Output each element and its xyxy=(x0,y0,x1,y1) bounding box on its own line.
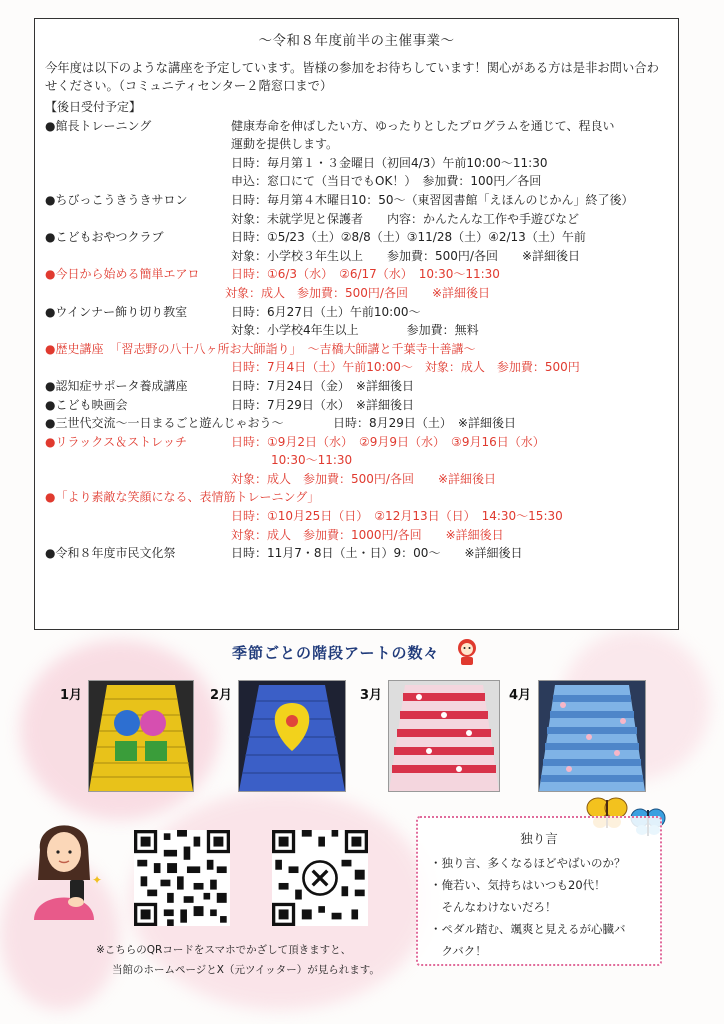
stairs-photo-mar xyxy=(388,680,500,792)
qr-note xyxy=(96,940,380,980)
stairs-section-title: 季節ごとの階段アートの数々 xyxy=(232,644,440,662)
stairs-label-mar: 3月 xyxy=(360,688,383,703)
event-row: 対象：成人 参加費：500円/各回 ※詳細後日 xyxy=(231,471,497,486)
event-row: 対象：成人 参加費：500円/各回 ※詳細後日 xyxy=(225,285,491,300)
monologue-line: そんなわけないだろ！ xyxy=(430,900,557,914)
stairs-photo-jan xyxy=(88,680,194,792)
stairs-label-feb: 2月 xyxy=(210,688,233,703)
event-row: 対象：未就学児と保護者 内容：かんたんな工作や手遊びなど xyxy=(231,211,580,226)
page-title: ～令和８年度前半の主催事業～ xyxy=(258,33,455,49)
monologue-line: ・俺若い、気持ちはいつも20代！ xyxy=(430,878,606,892)
monologue-title: 独り言 xyxy=(520,831,558,846)
event-row: ●ウインナー飾り切り教室 日時：6月27日（土）午前10:00～ xyxy=(45,304,421,319)
event-row: ●「より素敵な笑顔になる、表情筋トレーニング」 xyxy=(45,490,320,505)
event-row: ●令和８年度市民文化祭 日時：11月7・8日（土・日）9：00～ ※詳細後日 xyxy=(45,546,523,561)
stairs-label-apr: 4月 xyxy=(509,688,532,703)
monologue-line: ・ペダル踏む、颯爽と見えるが心臓バ xyxy=(430,922,626,936)
event-row: ●今日から始める簡単エアロ 日時：①6/3（水） ②6/17（水） 10:30～11:30 xyxy=(45,267,500,282)
stairs-photo-feb xyxy=(238,680,346,792)
event-row: 対象：成人 参加費：1000円/各回 ※詳細後日 xyxy=(231,527,504,542)
intro-text: 今年度は以下のような講座を予定しています。皆様の参加をお待ちしています！関心がある方は是非お問い合わせください。（コミュニティセンター２階窓口まで） xyxy=(45,61,659,93)
event-schedule-box xyxy=(34,18,679,630)
event-row: ●こどもおやつクラブ 日時：①5/23（土）②8/8（土）③11/28（土）④2/13（土）午前 xyxy=(45,230,586,245)
event-row: 日時：毎月第１・３金曜日（初回4/3）午前10:00～11:30 xyxy=(231,155,548,170)
event-row: ●こども映画会 日時：7月29日（水） ※詳細後日 xyxy=(45,397,414,412)
event-row: ●歴史講座 「習志野の八十八ヶ所お大師詣り」 ～吉橋大師講と千葉寺十善講～ xyxy=(45,341,476,356)
monologue-line: ・独り言、多くなるほどやばいのか？ xyxy=(430,856,626,870)
event-row: ●館長トレーニング 健康寿命を伸ばしたい方、ゆったりとしたプログラムを通じて、程良い xyxy=(45,118,615,133)
mascot-icon xyxy=(454,636,480,666)
event-row: 対象：小学校4年生以上 参加費：無料 xyxy=(231,323,479,338)
stairs-photo-apr xyxy=(538,680,646,792)
svg-text:✦: ✦ xyxy=(92,873,103,887)
event-row: ●認知症サポータ養成講座 日時：7月24日（金） ※詳細後日 xyxy=(45,378,414,393)
event-row: 日時：①10月25日（日） ②12月13日（日） 14:30～15:30 xyxy=(231,509,563,524)
qr-note-line: ※こちらのQRコードをスマホでかざして頂きますと、 xyxy=(96,944,352,956)
qr-note-line: 当館のホームページとX（元ツイッター）が見られます。 xyxy=(112,964,380,976)
stairs-label-jan: 1月 xyxy=(60,688,83,703)
event-row: ●リラックス＆ストレッチ 日時：①9月2日（水） ②9月9日（水） ③9月16日（水） xyxy=(45,434,545,449)
event-row: ●三世代交流～一日まるごと遊んじゃおう～ 日時：8月29日（土） ※詳細後日 xyxy=(45,416,516,431)
later-header: 【後日受付予定】 xyxy=(45,100,142,114)
event-row: 運動を提供します。 xyxy=(231,137,339,152)
event-row: 10:30～11:30 xyxy=(271,453,353,468)
event-row: ●ちびっこうきうきサロン 日時：毎月第４木曜日10：50～（東習図書館「えほんのじかん」終了後） xyxy=(45,192,634,207)
person-with-phone-icon xyxy=(26,810,108,920)
monologue-box xyxy=(416,816,662,966)
homepage-qr-code[interactable] xyxy=(134,830,230,926)
event-row: 日時：7月4日（土）午前10:00～ 対象：成人 参加費：500円 xyxy=(231,360,580,375)
event-row: 申込：窓口にて（当日でもOK！） 参加費：100円／各回 xyxy=(231,174,542,189)
monologue-line: クバク！ xyxy=(430,944,487,958)
x-twitter-qr-code[interactable] xyxy=(272,830,368,926)
event-row: 対象：小学校３年生以上 参加費：500円/各回 ※詳細後日 xyxy=(231,248,581,263)
